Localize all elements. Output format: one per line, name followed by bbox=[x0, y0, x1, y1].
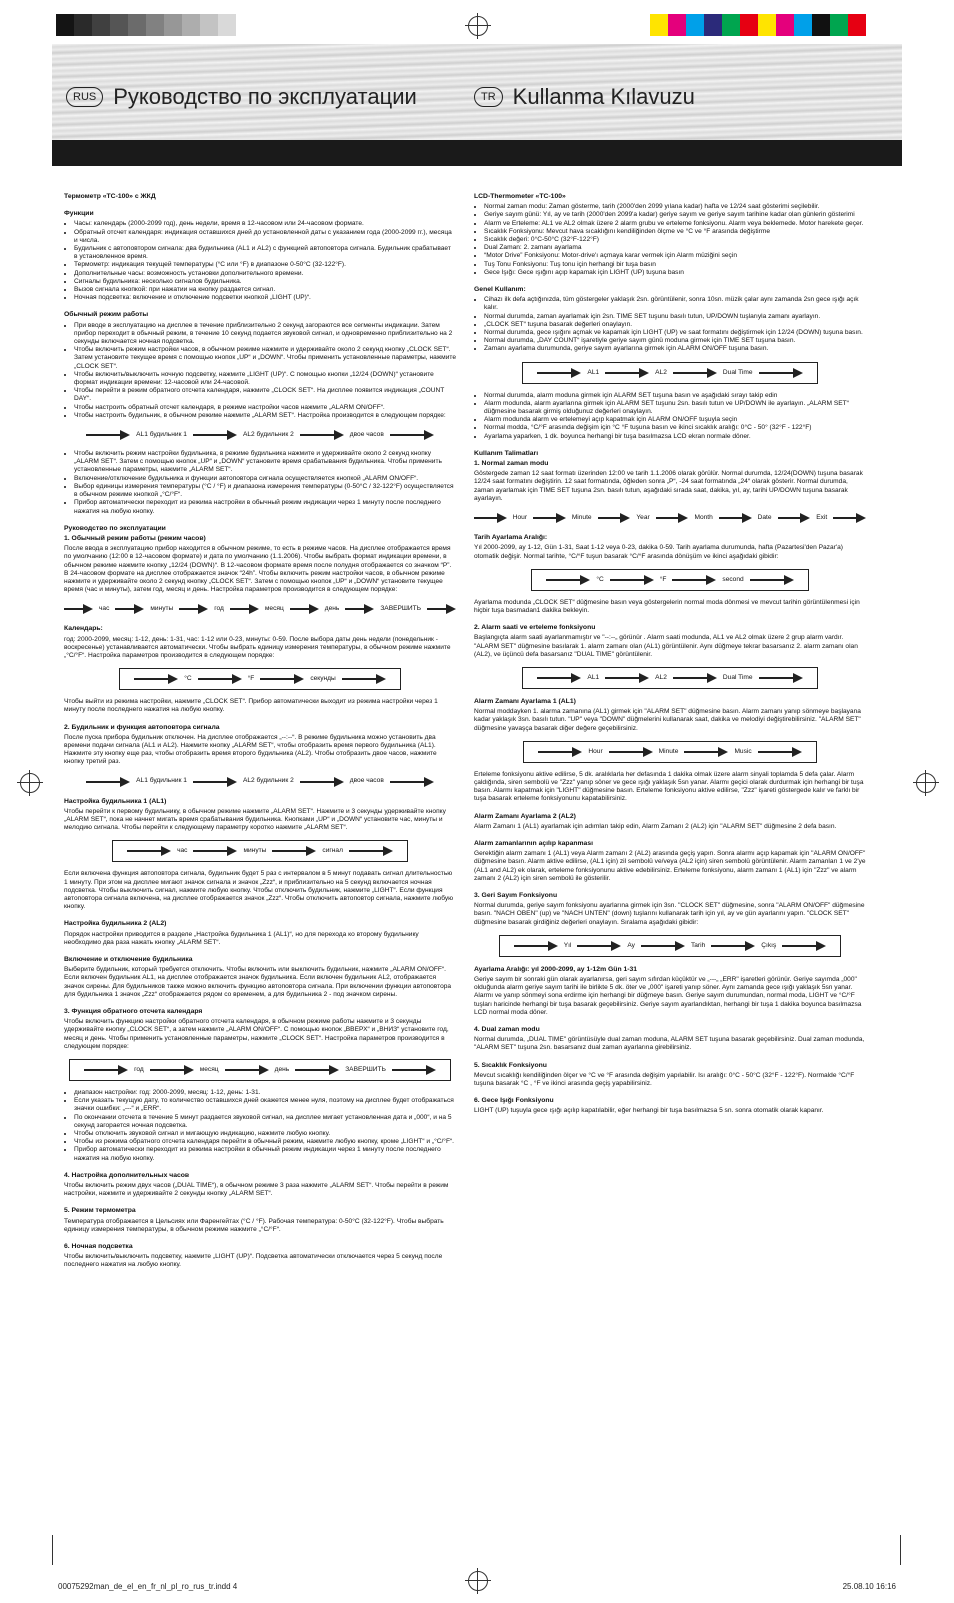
flow-step: Dual Time bbox=[722, 368, 753, 376]
ru-al1-text-2: Если включена функция автоповтора сигнала, будильник будет 5 раз с интервалом в 5 минут подавать сигнал длительностью 1 минуту. При этом на дисплее мигают значок сигнала и значок „Zzz“, и приблизительно на 5 секунд включается ночная подсветка. Чтобы выключить сигнал, нажмите любую кнопку. Чтобы отключить будильник, нажмите „LIGHT“. Если функция автоповтора сигнала включена, на дисплее отображается значок „Zzz“. Чтобы отключить автоповтор сигнала, нажмите любую кнопку. bbox=[64, 870, 454, 911]
tr-s3-text: Normal durumda, geriye sayım fonksiyonu ayarlarına girmek için 3sn. "CLOCK SET" düğmesine, sonra "ALARM ON/OFF" düğmesine basın. "NACH OBEN" (up) ve "NACH UNTEN" (down) tuşlarını kullanarak tarih için yıl, ay ve gün ayarlarını yapın. "CLOCK SET" düğmesine basarak girdiğiniz değerleri onaylayın. Sıralama aşağıdaki gibidir: bbox=[474, 902, 865, 926]
ru-alarm-flow-2 bbox=[64, 775, 456, 789]
arrow-icon bbox=[610, 573, 654, 587]
ru-s2-title: 2. Будильник и функция автоповтора сигнала bbox=[64, 723, 220, 731]
flow-step: Hour bbox=[512, 513, 528, 521]
arrow-icon bbox=[546, 573, 590, 587]
arrow-icon bbox=[537, 366, 581, 380]
flow-step: °F bbox=[247, 675, 255, 683]
tr-heading: LCD-Thermometer «TC-100» bbox=[474, 193, 566, 200]
tr-date-text-2: Ayarlama modunda „CLOCK SET“ düğmesine basın veya göstergelerin normal moda dönmesi ve mevcut tarihin görüntülenmesi için hiçbir tuşa basmadan1 dakika bekleyin. bbox=[474, 598, 860, 614]
arrow-icon bbox=[150, 1063, 194, 1077]
tr-range-title: Ayarlama Aralığı: yıl 2000-2099, ay 1-12m Gün 1-31 bbox=[474, 965, 638, 973]
color-swatch bbox=[146, 14, 164, 36]
ru-al1-title: Настройка будильника 1 (AL1) bbox=[64, 797, 167, 805]
arrow-icon bbox=[598, 511, 631, 525]
ru-temp-flow bbox=[64, 668, 456, 690]
flow-step: месяц bbox=[199, 1065, 219, 1073]
ru-heading: Термометр «TC-100» с ЖКД bbox=[64, 193, 156, 200]
ru-calendar-text-2: Чтобы выйти из режима настройки, нажмите „CLOCK SET“. Прибор автоматически выходит из режима настройки через 1 минуту после последнего нажатия на любую кнопку. bbox=[64, 698, 438, 714]
flow-box bbox=[522, 667, 817, 689]
flow-box bbox=[112, 840, 408, 862]
tr-al1-flow bbox=[474, 741, 866, 763]
flow-step: сигнал bbox=[322, 847, 343, 855]
tr-s1-text: Göstergede zaman 12 saat formatı üzerinden 12:00 ve tarih 1.1.2006 olarak görülür. Normal durumda, 12/24(DOWN) tuşuna basarak 12/24 saat formatını değiştirin. 12 saat formatında, öğleden sonra „P“, -24 saat formatında „24“ olarak gösterir. Normal durumda, zaman ayarlamak için TIME SET tuşuna 2sn. basılı tutun, aşağıdaki sırada saat, dakika, yıl, ay, tarihi UP/DOWN tuşuna basarak ayarlayın. bbox=[474, 470, 863, 502]
tr-s5-text: Mevcut sıcaklığı kendiliğinden ölçer ve °C ve °F arasında değişim yapılabilir. Isı aralığı: 0°C - 50°C (32°F - 122°F). Normalde °C/°F tuşuna basarak °C , °F ve ikinci arasında geçiş yapabilirsiniz. bbox=[474, 1071, 855, 1088]
list-item: • Термометр: индикация текущей температуры (°C или °F) в диапазоне 0-50°C (32-122°F). bbox=[74, 261, 456, 269]
footer-file-name: 00075292man_de_el_en_fr_nl_pl_ro_rus_tr.indd 4 bbox=[58, 1582, 238, 1591]
tr-onoff-title: Alarm zamanlarının açılıp kapanması bbox=[474, 839, 593, 847]
footer-date: 25.08.10 16:16 bbox=[842, 1582, 896, 1591]
arrow-icon bbox=[225, 1063, 269, 1077]
flow-step: AL2 будильник 2 bbox=[242, 430, 294, 438]
arrow-icon bbox=[711, 939, 755, 953]
color-swatch bbox=[56, 14, 74, 36]
arrow-icon bbox=[127, 844, 171, 858]
ru-s2-text: После пуска прибора будильник отключен. На дисплее отображается „--:--“. В режиме будильника можно установить два времени подачи сигнала (AL1 и AL2). Нажмите кнопку „ALARM SET“, чтобы отобразить время первого будильника (AL1). Нажмите эту кнопку еще раз, чтобы отобразить время второго будильника (AL2). Чтобы отобразить двое часов, нажмите кнопку третий раз. bbox=[64, 733, 437, 766]
arrow-icon bbox=[349, 844, 393, 858]
tr-s6-text: LIGHT (UP) tuşuyla gece ışığı açılıp kapatılabilir, eğer herhangi bir tuşa basılmazsa 5 sn. sonra otomatik olarak kapanır. bbox=[474, 1107, 824, 1115]
ru-countdown-flow bbox=[64, 1059, 456, 1081]
list-item: • Чтобы настроить будильник, в обычном режиме нажмите „ALARM SET“. Настройка производится в следующем порядке: bbox=[74, 412, 456, 420]
arrow-icon bbox=[300, 775, 344, 789]
arrow-icon bbox=[672, 573, 716, 587]
ru-header-title bbox=[66, 84, 417, 110]
arrow-icon bbox=[230, 602, 259, 616]
list-item: • Tuş Tonu Fonksiyonu: Tuş tonu için herhangi bir tuşa basın bbox=[484, 261, 866, 269]
flow-step: AL1 будильник 1 bbox=[136, 777, 187, 785]
list-item: • „CLOCK SET“ tuşuna basarak değerleri onaylayın. bbox=[484, 321, 866, 329]
flow-step: Ay bbox=[627, 941, 635, 949]
list-item: • По окончании отсчета в течение 5 минут раздается звуковой сигнал, на дисплее мигает установленная дата и „000“, и на 5 секунд загорается ночная подсветка. bbox=[74, 1114, 456, 1130]
ru-s4-title: 4. Настройка дополнительных часов bbox=[64, 1171, 190, 1179]
flow-step: Month bbox=[694, 513, 713, 521]
color-swatch bbox=[128, 14, 146, 36]
ru-title-text: Руководство по эксплуатации bbox=[113, 84, 417, 109]
ru-s3-list bbox=[64, 1089, 456, 1163]
arrow-icon bbox=[342, 672, 386, 686]
cmyk-calibration-bar bbox=[650, 14, 866, 36]
ru-normal-list bbox=[64, 322, 456, 420]
list-item: • Чтобы из режима обратного отсчета календаря перейти в обычный режим, нажмите любую кнопку, кроме „LIGHT“ и „°C/°F“. bbox=[74, 1138, 456, 1146]
flow-step: Çıkış bbox=[761, 941, 777, 949]
arrow-icon bbox=[758, 745, 802, 759]
list-item: • Чтобы включить режим настройки часов, в обычном режиме нажмите и удерживайте около 2 секунд кнопку „CLOCK SET“. Затем установите текущее время с помощью кнопок „UP“ и „DOWN“. Чтобы применить установленные параметры, нажмите „CLOCK SET“. bbox=[74, 346, 456, 371]
flow-step: минуты bbox=[150, 605, 174, 613]
arrow-icon bbox=[577, 939, 621, 953]
tr-al1-text-2: Erteleme fonksiyonu aktive edilirse, 5 dk. aralıklarla her defasında 1 dakika olmak üzere alarm sinyali toplamda 5 defa çalar. Alarm çaldığında, siren sembolü ve "Zzz" yanıp söner ve gece ışığı yaklaşık 5sn yanar. Alarmı geçici olarak durdurmak için herhangi bir tuşa basın. Alarmı kapatmak için "LIGHT" düğmesine basın. Erteleme fonksiyonu aktive edilirse, "Zzz" işareti göstergede kalır ve farklı bir tuşa basarak erteleme fonksiyonunu kapatabilirsiniz. bbox=[474, 770, 864, 803]
ru-s6-title: 6. Ночная подсветка bbox=[64, 1243, 133, 1251]
arrow-icon bbox=[609, 745, 653, 759]
tr-title-text: Kullanma Kılavuzu bbox=[512, 84, 695, 109]
registration-mark-top bbox=[468, 16, 488, 36]
flow-step: Minute bbox=[658, 747, 679, 755]
color-swatch bbox=[686, 14, 704, 36]
ru-s3-title: 3. Функция обратного отсчета календаря bbox=[64, 1008, 203, 1016]
ru-s4-text: Чтобы включить режим двух часов („DUAL TIME“), в обычном режиме 3 раза нажмите „ALARM SET“. Чтобы перейти в режим настройки, нажмите и удерживайте 2 секунды кнопку „ALARM SET“. bbox=[64, 1182, 449, 1198]
arrow-icon bbox=[179, 602, 208, 616]
flow-step: час bbox=[177, 847, 188, 855]
color-swatch bbox=[218, 14, 236, 36]
color-swatch bbox=[848, 14, 866, 36]
color-swatch bbox=[668, 14, 686, 36]
list-item: • Включение/отключение будильника и функции автоповтора сигнала осуществляется кнопкой „ALARM ON/OFF“. bbox=[74, 475, 456, 483]
arrow-icon bbox=[474, 511, 507, 525]
arrow-icon bbox=[641, 939, 685, 953]
flow-step: AL2 будильник 2 bbox=[242, 777, 294, 785]
color-swatch bbox=[182, 14, 200, 36]
color-swatch bbox=[794, 14, 812, 36]
ru-time-flow bbox=[64, 602, 456, 616]
flow-box bbox=[499, 935, 842, 957]
arrow-icon bbox=[300, 428, 344, 442]
ru-alarm-flow bbox=[64, 428, 456, 442]
list-item: • Cihazı ilk defa açtığınızda, tüm göstergeler yaklaşık 2sn. görüntülenir, sonra 10sn. müzik çalar aynı zamanda 2sn gece ışığı açık kalır. bbox=[484, 296, 866, 312]
ru-normal-title: Обычный режим работы bbox=[64, 311, 149, 319]
flow-step: день bbox=[324, 605, 340, 613]
color-swatch bbox=[200, 14, 218, 36]
tr-s6-title: 6. Gece Işığı Fonksiyonu bbox=[474, 1097, 554, 1105]
flow-step: минуты bbox=[243, 847, 267, 855]
color-swatch bbox=[164, 14, 182, 36]
list-item: • Geriye sayım günü: Yıl, ay ve tarih (2000'den 2099'a kadar) geriye sayım ve geriye sayım tarihine kadar olan günlerin gösterimi bbox=[484, 211, 866, 219]
tr-header-title bbox=[474, 84, 695, 110]
tr-general-title: Genel Kullanım: bbox=[474, 286, 526, 294]
list-item: • Будильник с автоповтором сигнала: два будильника (AL1 и AL2) с функцией автоповтора сигнала. Будильник срабатывает в установленное время. bbox=[74, 245, 456, 261]
flow-box bbox=[523, 741, 816, 763]
tr-temp-flow bbox=[474, 569, 866, 591]
list-item: • Gece Işığı: Gece ışığını açıp kapamak için LIGHT (UP) tuşuna basın bbox=[484, 269, 866, 277]
tr-s1-title: 1. Normal zaman modu bbox=[474, 460, 549, 468]
list-item: • Чтобы отключить звуковой сигнал и мигающую индикацию, нажмите любую кнопку. bbox=[74, 1130, 456, 1138]
tr-s2-text: Başlangıçta alarm saati ayarlanmamıştır ve "--:--„ görünür . Alarm saati modunda, AL1 ve AL2 olmak üzere 2 grup alarm vardır. "ALARM SET" düğmesine basılarak 1. alarm zamanı olan (AL1) görüntülenir. Aynı düğmeye tekrar basarsanız 2. alarm zamanı olan (AL2), ve üçüncü defa basarsanız "DUAL TIME" görüntülenir. bbox=[474, 634, 858, 658]
list-item: • Normal modda, °C/°F arasında değişim için °C °F tuşuna basın ve ikinci sıcaklık aralığı: 0°C - 50° (32°F - 122°F) bbox=[484, 424, 866, 432]
ru-normal-list-2 bbox=[64, 450, 456, 516]
arrow-icon bbox=[86, 428, 130, 442]
tr-s4-text: Normal durumda, „DUAL TIME" görüntüsüyle dual zaman moduna, ALARM SET tuşuna basarak geçebilirsiniz. Dual zaman modunda, "ALARM SET" tuşuna 2sn. basarsanız dual zaman ayarlarına girebilirsiniz. bbox=[474, 1036, 865, 1052]
list-item: • Normal durumda, alarm moduna girmek için ALARM SET tuşuna basın ve aşağıdaki sırayı takip edin bbox=[484, 392, 866, 400]
list-item: • Сигналы будильника: несколько сигналов будильника. bbox=[74, 278, 456, 286]
arrow-icon bbox=[260, 672, 304, 686]
tr-s4-title: 4. Dual zaman modu bbox=[474, 1026, 540, 1033]
arrow-icon bbox=[427, 602, 456, 616]
flow-box bbox=[522, 362, 817, 384]
arrow-icon bbox=[193, 775, 237, 789]
flow-step: день bbox=[274, 1065, 290, 1073]
list-item: • Normal zaman modu: Zaman gösterme, tarih (2000'den 2099 yılana kadar) hafta ve 12/24 saat gösterimi seçilebilir. bbox=[484, 203, 866, 211]
flow-step: Tarih bbox=[690, 941, 706, 949]
flow-step: Hour bbox=[588, 747, 603, 755]
list-item: • Alarm modunda alarm ve ertelemeyi açıp kapatmak için ALARM ON/OFF tuşuyla seçin bbox=[484, 416, 866, 424]
tr-countdown-flow bbox=[474, 935, 866, 957]
list-item: • Выбор единицы измерения температуры (°C / °F) и диапазона измерения температуры (0-50°C / 32-122°F) осуществляется в обычном режиме кнопкой „°C/°F“. bbox=[74, 483, 456, 499]
ru-s5-text: Температура отображается в Цельсиях или Фаренгейтах (°C / °F). Рабочая температура: 0-50°C (32-122°F). Чтобы выбрать единицу измерения температуры, в обычном режиме нажмите „°C/°F“. bbox=[64, 1217, 444, 1233]
list-item: • Часы: календарь (2000-2099 год), день недели, время в 12-часовом или 24-часовом формате. bbox=[74, 220, 456, 228]
flow-step: двое часов bbox=[349, 777, 384, 785]
ru-language-badge: RUS bbox=[66, 87, 103, 107]
arrow-icon bbox=[605, 366, 649, 380]
ru-s6-text: Чтобы включить/выключить подсветку, нажмите „LIGHT (UP)“. Подсветка автоматически отключается через 5 секунд после последнего нажатия на любую кнопку. bbox=[64, 1253, 443, 1269]
list-item: • Прибор автоматически переходит из режима настройки в обычный режим индикации через 1 минуту после последнего нажатия на любую кнопку. bbox=[74, 499, 456, 515]
tr-date-text: Yıl 2000-2099, ay 1-12, Gün 1-31, Saat 1-12 veya 0-23, dakika 0-59. Tarih ayarlama durumunda, hafta (Pazartesi'den Pazar'a) otomatik değişir. Normal tarihte, °C/°F tuşun basarak °C/°F arasında dönüşüm ve ikinci aşağıdaki gibidir: bbox=[474, 544, 843, 560]
list-item: • Ночная подсветка: включение и отключение подсветки кнопкой „LIGHT (UP)“. bbox=[74, 294, 456, 302]
tr-features-list bbox=[474, 203, 866, 277]
flow-box bbox=[69, 1059, 451, 1081]
ru-onoff-title: Включение и отключение будильника bbox=[64, 956, 193, 963]
color-swatch bbox=[650, 14, 668, 36]
registration-mark-right bbox=[916, 773, 936, 793]
arrow-icon bbox=[514, 939, 558, 953]
tr-date-title: Tarih Ayarlama Aralığı: bbox=[474, 534, 548, 542]
grayscale-calibration-bar bbox=[56, 14, 236, 36]
list-item: • “Motor Drive” Fonksiyonu: Motor-drive'ı açmaya karar vermek için Alarm müziğini seçin bbox=[484, 252, 866, 260]
flow-step: Yıl bbox=[563, 941, 572, 949]
trim-mark bbox=[900, 1535, 901, 1565]
ru-al1-flow bbox=[64, 840, 456, 862]
tr-general-list bbox=[474, 296, 866, 353]
tr-s3-title: 3. Geri Sayım Fonksiyonu bbox=[474, 891, 558, 899]
tr-onoff-text: Gerektiğin alarm zamanı 1 (AL1) veya Alarm zamanı 2 (AL2) arasında geçiş yapın. Sonra alarmı açıp kapamak için "ALARM ON/OFF" düğmesine basın. Alarm aktive edilirse, (AL1 için) zil sembolü ve/veya (AL2 için) siren sembolü görüntülenir. Alarm zamanları 1 ve 2'ye (AL1 and AL2) ek olarak, erteleme fonksiyonunu aktive edebilirsiniz. Erteleme fonksiyonu, alarm zamanı 1 (AL1) için "Zzz" ve alarm zamanı 2 (AL2) için siren sembolü ile gösterilir. bbox=[474, 850, 866, 882]
tr-language-badge: TR bbox=[474, 87, 503, 107]
flow-step: час bbox=[98, 605, 110, 613]
color-swatch bbox=[812, 14, 830, 36]
arrow-icon bbox=[778, 511, 811, 525]
arrow-icon bbox=[684, 745, 728, 759]
arrow-icon bbox=[193, 428, 237, 442]
color-swatch bbox=[704, 14, 722, 36]
tr-al2-text: Alarm Zamanı 1 (AL1) ayarlamak için adımları takip edin, Alarm Zamanı 2 (AL2) için "ALARM SET" düğmesine 2 defa basın. bbox=[474, 822, 837, 830]
list-item: • Dual Zaman: 2. zamanı ayarlama bbox=[484, 244, 866, 252]
trim-mark bbox=[52, 1535, 53, 1565]
arrow-icon bbox=[198, 672, 242, 686]
ru-s1-title: 1. Обычный режим работы (режим часов) bbox=[64, 534, 206, 542]
tr-s5-title: 5. Sıcaklık Fonksiyonu bbox=[474, 1061, 547, 1069]
list-item: • Zamanı ayarlama durumunda, geriye sayım ayarlarına girmek için ALARM ON/OFF tuşuna basın. bbox=[484, 345, 866, 353]
flow-step: °F bbox=[659, 575, 667, 583]
arrow-icon bbox=[673, 366, 717, 380]
flow-step: AL1 будильник 1 bbox=[136, 430, 187, 438]
arrow-icon bbox=[134, 672, 178, 686]
ru-calendar-text: год: 2000-2099, месяц: 1-12, день: 1-31, час: 1-12 или 0-23, минуты: 0-59. После выбора даты день недели (понедельник - воскресенье) устанавливается автоматически. Чтобы выбрать единицу измерения температуры, в обычном режиме нажмите „°C/°F“. Настройка параметров производится в следующем порядке: bbox=[64, 635, 451, 659]
color-swatch bbox=[830, 14, 848, 36]
list-item: • Normal durumda, gece ışığını açmak ve kapamak için LIGHT (UP) ve saat formatını değiştirmek için 12/24 (DOWN) tuşuna basın. bbox=[484, 329, 866, 337]
tr-alarm-flow bbox=[474, 362, 866, 384]
flow-step: AL1 bbox=[587, 368, 600, 376]
tr-instructions-title: Kullanım Talimatları bbox=[474, 449, 539, 457]
ru-onoff-text: Выберите будильник, который требуется отключить. Чтобы включить или выключить будильник, нажмите „ALARM ON/OFF“. Если включен будильник AL1, на дисплее отображается значок будильника. Если включен будильник AL2, отображается значок сирены. Для будильников также можно включить функцию автоповтора сигнала. При включении функции автоповтора для будильника 1 значок „Zzz“ отображается рядом со временем, а для будильника 2 - под значком сирены. bbox=[64, 966, 452, 998]
tr-time-flow bbox=[474, 511, 866, 525]
arrow-icon bbox=[656, 511, 689, 525]
tr-range-text: Geriye sayım bir sonraki gün olarak ayarlanırsa, geri sayım sıfırdan küçüktür ve „---„ „ERR" işaretleri görünür. Geriye sayımda „000" olduğunda alarm geriye sayım tarihi ile birlikte 5 dk. öter ve „000" işareti yanıp söner. Aynı zamanda gece ışığı yaklaşık 5sn yanar. Alarmı ve yanıp sönmeyi sona erdirme için herhangi bir düğmeye basın. Geriye sayım durumundan, normal moda, LIGHT ve °C/°F tuşları haricinde herhangi bir tuşa basarak geçebilirsiniz. Geriye sayım ayarlandıktan, herhangi bir tuşa 1 dakika boyunca basılmazsa LCD normal moda döner. bbox=[474, 975, 862, 1016]
list-item: • Alarm ve Erteleme: AL1 ve AL2 olmak üzere 2 alarm grubu ve erteleme fonksiyonu. Alarm veya beklemede. Motor harekete geçer. bbox=[484, 220, 866, 228]
flow-box bbox=[531, 569, 808, 591]
flow-step: second bbox=[722, 575, 744, 583]
arrow-icon bbox=[64, 602, 93, 616]
flow-step: год bbox=[214, 605, 224, 613]
arrow-icon bbox=[782, 939, 826, 953]
list-item: • Ayarlama yaparken, 1 dk. boyunca herhangi bir tuşa basılmazsa LCD ekran normale döner. bbox=[484, 433, 866, 441]
list-item: • Прибор автоматически переходит из режима настройки в обычный режим индикации через 1 минуту после последнего нажатия на любую кнопку. bbox=[74, 1146, 456, 1162]
color-swatch bbox=[74, 14, 92, 36]
arrow-icon bbox=[295, 1063, 339, 1077]
color-swatch bbox=[776, 14, 794, 36]
ru-al2-title: Настройка будильника 2 (AL2) bbox=[64, 920, 167, 928]
list-item: • Чтобы включить/выключить ночную подсветку, нажмите „LIGHT (UP)“. С помощью кнопки „12/24 (DOWN)“ установите формат индикации времени: 12-часовой или 24-часовой. bbox=[74, 371, 456, 387]
color-swatch bbox=[722, 14, 740, 36]
flow-step: ЗАВЕРШИТЬ bbox=[380, 605, 422, 613]
arrow-icon bbox=[115, 602, 144, 616]
color-swatch bbox=[758, 14, 776, 36]
ru-calendar-title: Календарь: bbox=[64, 625, 103, 633]
ru-functions-list bbox=[64, 220, 456, 302]
arrow-icon bbox=[759, 366, 803, 380]
arrow-icon bbox=[86, 775, 130, 789]
arrow-icon bbox=[833, 511, 866, 525]
tr-general-list-2 bbox=[474, 392, 866, 441]
list-item: • Sıcaklık Fonksiyonu: Mevcut hava sıcaklığını kendiliğinden ölçme ve °C ve °F arasında değiştirme bbox=[484, 228, 866, 236]
list-item: • Normal durumda, zaman ayarlamak için 2sn. TIME SET tuşunu basılı tutun, UP/DOWN tuşlarıyla zamanı ayarlayın. bbox=[484, 313, 866, 321]
tr-column bbox=[474, 184, 866, 1121]
flow-step: год bbox=[134, 1065, 144, 1073]
flow-step: Minute bbox=[571, 513, 592, 521]
arrow-icon bbox=[759, 671, 803, 685]
flow-step: Exit bbox=[816, 513, 828, 521]
ru-s3-text: Чтобы включить функцию настройки обратного отсчета календаря, в обычном режиме работы нажмите и 3 секунды удерживайте кнопку „CLOCK SET“, а затем нажмите „ALARM ON/OFF“. С помощью кнопок „ВВЕРХ“ и „ВНИЗ“ установите год, месяц и день. Чтобы применить установленные параметры, нажмите „CLOCK SET“. Настройка параметров производится в следующем порядке: bbox=[64, 1018, 449, 1050]
ru-al1-text: Чтобы перейти к первому будильнику, в обычном режиме нажмите „ALARM SET“. Нажмите и 3 секунды удерживайте кнопку „ALARM SET“, пока не начнет мигать время срабатывания будильника. Кнопками „UP“ и „DOWN“ установите час, минуты и мелодию сигнала. Чтобы перейти к следующему параметру коротко нажмите „ALARM SET“. bbox=[64, 807, 446, 832]
list-item: • Дополнительные часы: возможность установки дополнительного времени. bbox=[74, 270, 456, 278]
tr-al1-text: Normal moddayken 1. alarma zamanına (AL1) girmek için "ALARM SET" düğmesine basın. Alarm zamanı yanıp sönmeye başlayana kadar yaklaşık 3sn. basılı tutun. "UP" veya "DOWN" düğmelerini kullanarak saat, dakika ve melodiyi değiştirebilirsiniz. "ALARM SET" düğmesine yavaşça basarak diğer değere geçebilirsiniz. bbox=[474, 708, 861, 732]
arrow-icon bbox=[605, 671, 649, 685]
arrow-icon bbox=[84, 1063, 128, 1077]
flow-box bbox=[119, 668, 401, 690]
arrow-icon bbox=[193, 844, 237, 858]
flow-step: AL1 bbox=[587, 673, 600, 681]
tr-al2-title: Alarm Zamanı Ayarlama 2 (AL2) bbox=[474, 812, 576, 820]
arrow-icon bbox=[719, 511, 752, 525]
flow-step: Date bbox=[757, 513, 772, 521]
ru-column bbox=[64, 184, 456, 1275]
list-item: • Обратный отсчет календаря: индикация оставшихся дней до установленной даты с указанием года (2000-2099 гг.), месяца и числа. bbox=[74, 229, 456, 245]
list-item: • Чтобы настроить обратный отсчет календаря, в режиме настройки часов нажмите „ALARM ON/OFF“. bbox=[74, 404, 456, 412]
ru-functions-title: Функции bbox=[64, 210, 94, 218]
flow-step: °C bbox=[596, 575, 604, 583]
arrow-icon bbox=[538, 745, 582, 759]
flow-step: двое часов bbox=[349, 430, 384, 438]
flow-step: Dual Time bbox=[722, 673, 753, 681]
flow-step: Music bbox=[734, 747, 752, 755]
arrow-icon bbox=[290, 602, 319, 616]
ru-s5-title: 5. Режим термометра bbox=[64, 1207, 136, 1215]
arrow-icon bbox=[272, 844, 316, 858]
list-item: • Если указать текущую дату, то количество оставшихся дней окажется менее нуля, поэтому на дисплее будет отображаться значки ошибки: „---“ и „ERR“. bbox=[74, 1097, 456, 1113]
ru-al2-text: Порядок настройки приводится в разделе „Настройка будильника 1 (AL1)“, но для перехода ко второму будильнику необходимо два раза нажать кнопку „ALARM SET“. bbox=[64, 930, 419, 946]
header-dark-strip bbox=[52, 140, 902, 166]
color-swatch bbox=[92, 14, 110, 36]
arrow-icon bbox=[673, 671, 717, 685]
arrow-icon bbox=[345, 602, 374, 616]
flow-step: AL2 bbox=[655, 368, 667, 376]
color-swatch bbox=[110, 14, 128, 36]
arrow-icon bbox=[392, 1063, 436, 1077]
arrow-icon bbox=[390, 428, 434, 442]
list-item: • Alarm modunda, alarm ayarlarına girmek için ALARM SET tuşunu 2sn. basılı tutun ve UP/DOWN ile ayarlayın. „ALARM SET“ düğmesine basarak girmiş olduğunuz değerleri onaylayın. bbox=[484, 400, 866, 416]
tr-s2-title: 2. Alarm saati ve erteleme fonksiyonu bbox=[474, 624, 596, 632]
arrow-icon bbox=[750, 573, 794, 587]
flow-step: AL2 bbox=[655, 673, 667, 681]
list-item: • Normal durumda, „DAY COUNT“ işaretiyle geriye sayım günü moduna girmek için TIME SET tuşuna basın. bbox=[484, 337, 866, 345]
color-swatch bbox=[740, 14, 758, 36]
list-item: • диапазон настройки: год: 2000-2099, месяц: 1-12, день: 1-31. bbox=[74, 1089, 456, 1097]
list-item: • Чтобы перейти в режим обратного отсчета календаря, нажмите „CLOCK SET“. На дисплее появится индикация „COUNT DAY“. bbox=[74, 387, 456, 403]
arrow-icon bbox=[537, 671, 581, 685]
registration-mark-bottom bbox=[468, 1571, 488, 1591]
list-item: • Вызов сигнала кнопкой: при нажатии на кнопку раздается сигнал. bbox=[74, 286, 456, 294]
registration-mark-left bbox=[20, 773, 40, 793]
flow-step: °C bbox=[184, 675, 192, 683]
ru-guide-title: Руководство по эксплуатации bbox=[64, 524, 166, 532]
flow-step: Year bbox=[636, 513, 650, 521]
flow-step: месяц bbox=[264, 605, 284, 613]
tr-al1-title: Alarm Zamanı Ayarlama 1 (AL1) bbox=[474, 697, 576, 705]
flow-step: ЗАВЕРШИТЬ bbox=[345, 1065, 386, 1073]
tr-alarm-flow-2 bbox=[474, 667, 866, 689]
list-item: • При вводе в эксплуатацию на дисплее в течение приблизительно 2 секунд загораются все сегменты индикации. Затем прибор переходит в обычный режим, в течение 10 секунд подается звуковой сигнал, и одновременно приблизительно на 2 секунды включается ночная подсветка. bbox=[74, 322, 456, 347]
flow-step: секунды bbox=[310, 675, 336, 683]
list-item: • Sıcaklık değeri: 0°C-50°C (32°F-122°F) bbox=[484, 236, 866, 244]
arrow-icon bbox=[390, 775, 434, 789]
ru-s1-text: После ввода в эксплуатацию прибор находится в обычном режиме, то есть в режиме часов. На дисплее отображается время по умолчанию (12:00 в 12-часовом формате) и дата по умолчанию (1.1.2006). Чтобы выбрать формат индикации времени, в обычном режиме нажмите кнопку „12/24 (DOWN)“. В 12-часовом формате время после полудня отображается со значком “P”. В 24-часовом формате на дисплее отображается значок “24h”. Чтобы включить режим настройки часов, в обычном режиме нажмите и удерживайте около 2 секунд кнопку „CLOCK SET“. Затем с помощью кнопок „UP“ и „DOWN“ установите текущее время (час и минуты), затем год, месяц и день. Настройка параметров производится в следующем порядке: bbox=[64, 545, 452, 594]
list-item: • Чтобы включить режим настройки будильника, в режиме будильника нажмите и удерживайте около 2 секунд кнопку „ALARM SET“. Затем с помощью кнопок „UP“ и „DOWN“ установите время срабатывания будильника. Чтобы применить установленные параметры, нажмите „ALARM SET“. bbox=[74, 450, 456, 475]
arrow-icon bbox=[533, 511, 566, 525]
